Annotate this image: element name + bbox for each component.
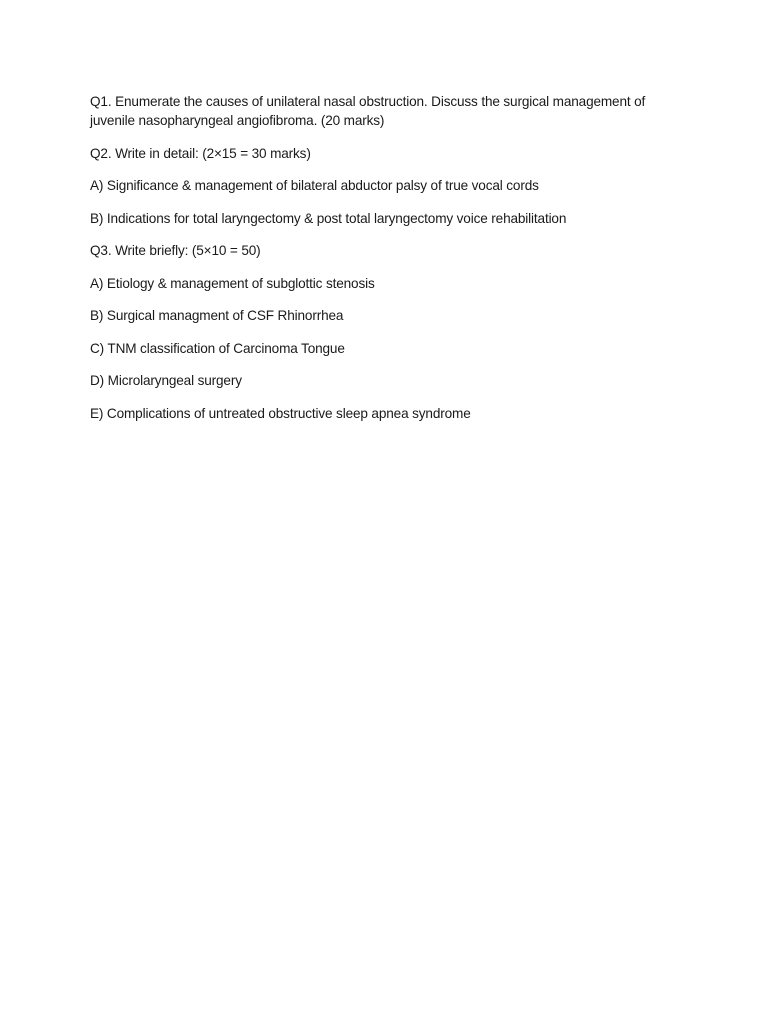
question-3-part-b: B) Surgical managment of CSF Rhinorrhea <box>90 308 344 323</box>
question-1: Q1. Enumerate the causes of unilateral nasal obstruction. Discuss the surgical management of juvenile nasopharyngeal angiofibroma. (20 marks) <box>90 94 646 128</box>
question-2-part-b: B) Indications for total laryngectomy & post total laryngectomy voice rehabilitation <box>90 210 567 226</box>
document-body <box>90 92 690 436</box>
question-3-part-c: C) TNM classification of Carcinoma Tongue <box>90 340 345 356</box>
question-2-part-a: A) Significance & management of bilateral abductor palsy of true vocal cords <box>90 178 539 193</box>
question-2-heading: Q2. Write in detail: (2×15 = 30 marks) <box>90 145 311 161</box>
question-3-part-d: D) Microlaryngeal surgery <box>90 373 242 388</box>
question-3-part-e: E) Complications of untreated obstructive sleep apnea syndrome <box>90 405 471 421</box>
question-3-heading: Q3. Write briefly: (5×10 = 50) <box>90 243 261 258</box>
question-3-part-a: A) Etiology & management of subglottic stenosis <box>90 275 375 291</box>
